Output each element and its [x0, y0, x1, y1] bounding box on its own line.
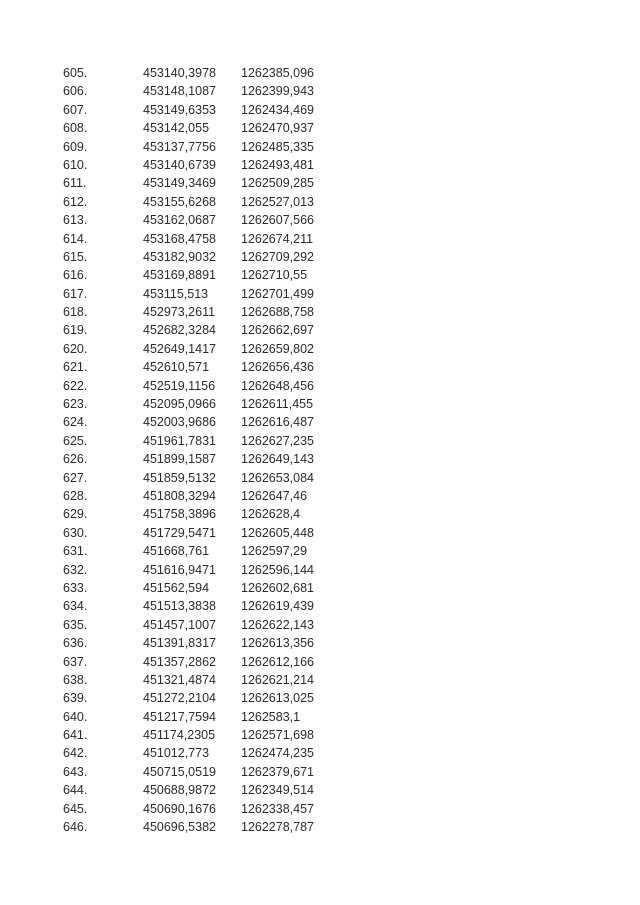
- x-coordinate: 451729,5471: [143, 525, 216, 540]
- point-number: 605.: [63, 66, 88, 80]
- x-coordinate: 450715,0519: [143, 764, 216, 779]
- point-number: 617.: [63, 286, 88, 301]
- y-coordinate: 1262662,697: [241, 323, 314, 338]
- point-number: 634.: [63, 599, 88, 614]
- y-coordinate: 1262613,025: [241, 691, 314, 706]
- point-number: 645.: [63, 801, 88, 816]
- y-coordinate: 1262338,457: [241, 801, 314, 816]
- x-coordinate: 452610,571: [143, 360, 210, 375]
- point-number: 639.: [63, 691, 88, 706]
- y-coordinate: 1262509,285: [241, 176, 314, 191]
- point-number: 631.: [63, 544, 88, 559]
- x-coordinate: 451217,7594: [143, 709, 216, 724]
- y-coordinate: 1262583,1: [241, 709, 301, 724]
- x-coordinate: 451012,773: [143, 746, 210, 761]
- point-number: 632.: [63, 562, 88, 577]
- y-coordinate: 1262616,487: [241, 415, 314, 430]
- y-coordinate: 1262621,214: [241, 672, 314, 687]
- x-coordinate: 451321,4874: [143, 672, 216, 687]
- x-coordinate: 450696,5382: [143, 820, 216, 835]
- point-number: 638.: [63, 672, 88, 687]
- y-coordinate: 1262385,096: [241, 66, 314, 80]
- y-coordinate: 1262571,698: [241, 728, 314, 743]
- y-coordinate: 1262647,46: [241, 488, 308, 503]
- point-number: 637.: [63, 654, 88, 669]
- y-coordinate: 1262605,448: [241, 525, 314, 540]
- y-coordinate: 1262701,499: [241, 286, 314, 301]
- y-coordinate: 1262649,143: [241, 452, 314, 467]
- x-coordinate: 451174,2305: [143, 728, 216, 743]
- point-number: 644.: [63, 783, 88, 798]
- point-number: 624.: [63, 415, 88, 430]
- point-number: 633.: [63, 580, 88, 595]
- y-coordinate: 1262628,4: [241, 507, 301, 522]
- point-number: 608.: [63, 121, 88, 136]
- y-coordinate: 1262648,456: [241, 378, 314, 393]
- x-coordinate: 450688,9872: [143, 783, 216, 798]
- point-number: 640.: [63, 709, 88, 724]
- x-coordinate: 451457,1007: [143, 617, 216, 632]
- y-coordinate: 1262602,681: [241, 580, 314, 595]
- x-coordinate: 453162,0687: [143, 213, 216, 228]
- x-coordinate: 453140,3978: [143, 66, 216, 80]
- x-coordinate: 453137,7756: [143, 139, 216, 154]
- point-number: 642.: [63, 746, 88, 761]
- y-coordinate: 1262674,211: [241, 231, 314, 246]
- point-number: 618.: [63, 305, 88, 320]
- point-number: 614.: [63, 231, 88, 246]
- x-coordinate: 452003,9686: [143, 415, 216, 430]
- x-coordinate: 451961,7831: [143, 433, 216, 448]
- point-number: 622.: [63, 378, 88, 393]
- x-coordinate: 453169,8891: [143, 268, 216, 283]
- x-coordinate: 451357,2862: [143, 654, 216, 669]
- x-coordinate: 453168,4758: [143, 231, 216, 246]
- point-number: 636.: [63, 636, 88, 651]
- point-number: 609.: [63, 139, 88, 154]
- x-coordinate: 451808,3294: [143, 488, 216, 503]
- x-coordinate: 453140,6739: [143, 157, 216, 172]
- point-number: 621.: [63, 360, 88, 375]
- x-coordinate: 453148,1087: [143, 84, 216, 99]
- x-coordinate: 451859,5132: [143, 470, 216, 485]
- point-number: 610.: [63, 157, 88, 172]
- y-coordinate: 1262434,469: [241, 102, 314, 117]
- x-coordinate: 452973,2611: [143, 305, 216, 320]
- y-coordinate: 1262688,758: [241, 305, 314, 320]
- x-coordinate: 451758,3896: [143, 507, 216, 522]
- point-number: 616.: [63, 268, 88, 283]
- y-coordinate: 1262493,481: [241, 157, 314, 172]
- point-number: 626.: [63, 452, 88, 467]
- x-coordinate: 452519,1156: [143, 378, 216, 393]
- point-number: 625.: [63, 433, 88, 448]
- point-number: 623.: [63, 397, 88, 412]
- point-number: 619.: [63, 323, 88, 338]
- point-number: 641.: [63, 728, 88, 743]
- y-coordinate: 1262399,943: [241, 84, 314, 99]
- x-coordinate: 451562,594: [143, 580, 210, 595]
- point-number: 627.: [63, 470, 88, 485]
- point-number: 629.: [63, 507, 88, 522]
- y-coordinate: 1262710,55: [241, 268, 308, 283]
- y-coordinate: 1262611,455: [241, 397, 314, 412]
- y-coordinate: 1262613,356: [241, 636, 314, 651]
- x-coordinate: 452095,0966: [143, 397, 216, 412]
- y-coordinate: 1262485,335: [241, 139, 314, 154]
- point-number: 646.: [63, 820, 88, 835]
- y-coordinate: 1262470,937: [241, 121, 314, 136]
- y-coordinate: 1262527,013: [241, 194, 314, 209]
- x-coordinate: 453149,6353: [143, 102, 216, 117]
- x-coordinate: 453149,3469: [143, 176, 216, 191]
- x-coordinate: 451272,2104: [143, 691, 216, 706]
- x-coordinate: 453142,055: [143, 121, 210, 136]
- y-coordinate: 1262379,671: [241, 764, 314, 779]
- y-coordinate: 1262627,235: [241, 433, 314, 448]
- y-coordinate: 1262597,29: [241, 544, 308, 559]
- y-coordinate: 1262656,436: [241, 360, 314, 375]
- x-coordinate: 453182,9032: [143, 249, 216, 264]
- y-coordinate: 1262709,292: [241, 249, 314, 264]
- y-coordinate: 1262349,514: [241, 783, 314, 798]
- x-coordinate: 451668,761: [143, 544, 210, 559]
- x-coordinate: 451899,1587: [143, 452, 216, 467]
- point-number: 606.: [63, 84, 88, 99]
- y-coordinate: 1262619,439: [241, 599, 314, 614]
- y-coordinate: 1262474,235: [241, 746, 314, 761]
- point-number: 615.: [63, 249, 88, 264]
- point-number: 620.: [63, 341, 88, 356]
- y-coordinate: 1262612,166: [241, 654, 314, 669]
- y-coordinate: 1262659,802: [241, 341, 314, 356]
- point-number: 611.: [63, 176, 87, 191]
- y-coordinate: 1262596,144: [241, 562, 314, 577]
- point-number: 628.: [63, 488, 88, 503]
- point-number: 612.: [63, 194, 88, 209]
- y-coordinate: 1262653,084: [241, 470, 314, 485]
- x-coordinate: 451513,3838: [143, 599, 216, 614]
- point-number: 613.: [63, 213, 88, 228]
- point-number: 635.: [63, 617, 88, 632]
- y-coordinate: 1262278,787: [241, 820, 314, 835]
- x-coordinate: 451616,9471: [143, 562, 216, 577]
- x-coordinate: 451391,8317: [143, 636, 216, 651]
- y-coordinate: 1262622,143: [241, 617, 314, 632]
- x-coordinate: 453155,6268: [143, 194, 216, 209]
- x-coordinate: 452682,3284: [143, 323, 216, 338]
- x-coordinate: 450690,1676: [143, 801, 216, 816]
- x-coordinate: 453115,513: [143, 286, 209, 301]
- point-number: 607.: [63, 102, 88, 117]
- point-number: 643.: [63, 764, 88, 779]
- point-number: 630.: [63, 525, 88, 540]
- y-coordinate: 1262607,566: [241, 213, 314, 228]
- x-coordinate: 452649,1417: [143, 341, 216, 356]
